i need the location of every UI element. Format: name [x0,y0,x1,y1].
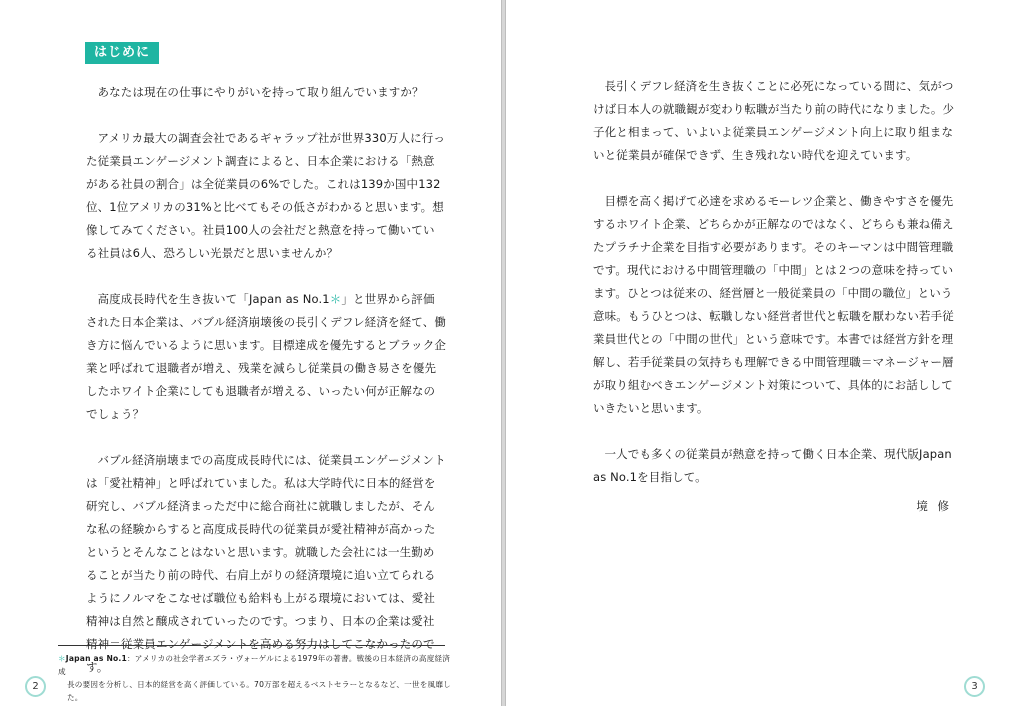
left-page [0,0,502,706]
section-heading: はじめに [85,42,159,64]
footnote-divider [58,645,445,646]
page-number: 3 [964,676,985,697]
author-signature: 境 修 [916,499,952,513]
footnote-line-1: ：アメリカの社会学者エズラ・ヴォーゲルによる1979年の著書。戦後の日本経済の高度経済成 [58,654,451,676]
paragraph-closing: 一人でも多くの従業員が熱意を持って働く日本企業、現代版Japan as No.1を目指して。 [593,447,952,484]
left-body-text [86,81,446,679]
footnote-term: Japan as No.1 [65,654,127,663]
paragraph-middle-management: 目標を高く掲げて必達を求めるモーレツ企業と、働きやすさを優先するホワイト企業、どちらかが正解なのではなく、どちらも兼ね備えたプラチナ企業を目指す必要があります。そのキーマンは中間管理職です。現代における中間管理職の「中間」とは２つの意味を持っています。ひとつは従来の、経営層と一般従業員の「中間の職位」という意味。もうひとつは、転職しない経営者世代と転職を厭わない若手従業員世代との「中間の世代」という意味です。本書では経営方針を理解し、若手従業員の気持ちも理解できる中間管理職＝マネージャー層が取り組むべきエンゲージメント対策について、具体的にお話ししていきたいと思います。 [593,194,954,415]
page-number: 2 [25,676,46,697]
paragraph-deflation: 長引くデフレ経済を生き抜くことに必死になっている間に、気がつけば日本人の就職観が変わり転職が当たり前の時代になりました。少子化と相まって、いよいよ従業員エンゲージメント向上に取り組まないと従業員が確保できず、生き残れない時代を迎えています。 [593,79,955,162]
paragraph-gallup-survey: アメリカ最大の調査会社であるギャラップ社が世界330万人に行った従業員エンゲージメント調査によると、日本企業における「熱意がある社員の割合」は全従業員の6%でした。これは139か国中132位、1位アメリカの31%と比べてもその低さがわかると思います。想像してみてください。社員100人の会社だと熱意を持って働いている社員は6人、恐ろしい光景だと思いませんか？ [86,131,446,260]
paragraph-text: 高度成長時代を生き抜いて「Japan as No.1 [97,292,330,306]
paragraph-japan-as-no1 [86,288,446,426]
paragraph-text: 」と世界から評価された日本企業は、バブル経済崩壊後の長引くデフレ経済を経て、働き方に悩んでいるように思います。目標達成を優先するとブラック企業と呼ばれて退職者が増え、残業を減らし従業員の働き易さを優先したホワイト企業にしても退職者が増える、いったい何が正解なのでしょう？ [86,292,446,421]
right-body-text [593,75,955,489]
footnote-line-2: 長の要因を分析し、日本的経営を高く評価している。70万部を超えるベストセラーとなるなど、一世を風靡した。 [67,680,451,702]
paragraph-bubble-era: バブル経済崩壊までの高度成長時代には、従業員エンゲージメントは「愛社精神」と呼ばれていました。私は大学時代に日本的経営を研究し、バブル経済まっただ中に総合商社に就職しましたが、そんな私の経験からすると高度成長時代の従業員が愛社精神が高かったというとそんなことはないと思います。就職した会社には一生勤めることが当たり前の時代、右肩上がりの経済環境に追い立てられるようにノルマをこなせば職位も給料も上がる環境においては、愛社精神は自然と醸成されていったのです。つまり、日本の企業は愛社精神＝従業員エンゲージメントを高める努力はしてこなかったのです。 [86,453,446,674]
footnote [58,652,453,704]
paragraph-intro-question: あなたは現在の仕事にやりがいを持って取り組んでいますか？ [97,85,424,99]
footnote-asterisk: ＊ [58,654,66,663]
footnote-marker: ＊ [329,292,342,306]
